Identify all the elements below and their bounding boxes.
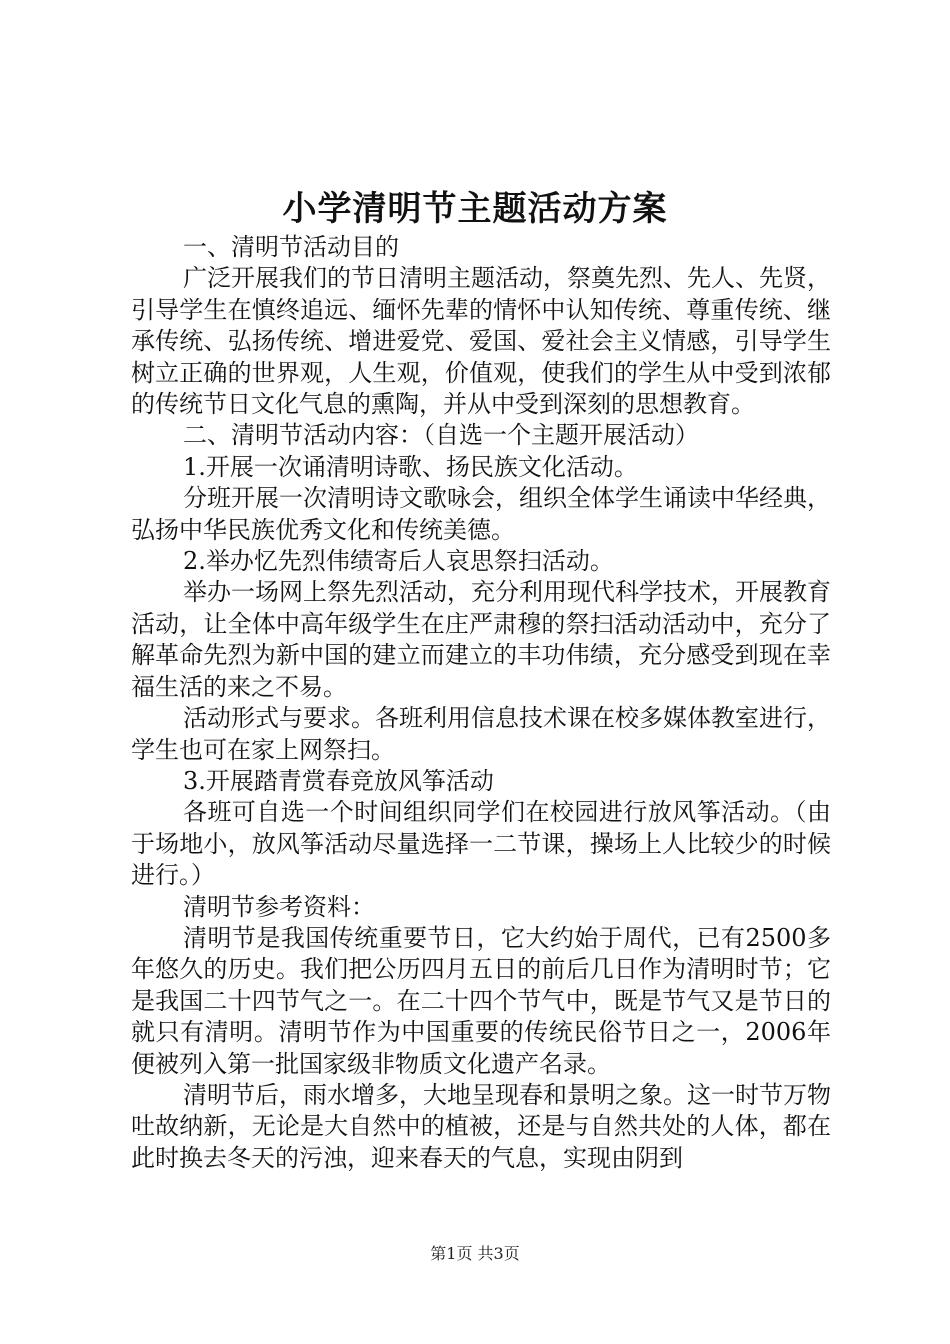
section-heading-purpose: 一、清明节活动目的 [183, 233, 399, 261]
item-heading-kite: 3.开展踏青赏春竞放风筝活动 [183, 766, 494, 795]
paragraph-memorial: 举办一场网上祭先烈活动，充分利用现代科学技术，开展教育活动，让全体中高年级学生在庄严肃穆的祭扫活动活动中，充分了解革命先烈为新中国的建立而建立的丰功伟绩，充分感受到现在幸福生活的来之不易。 [131, 578, 831, 701]
paragraph-reference-season: 清明节后，雨水增多，大地呈现春和景明之象。这一时节万物吐故纳新，无论是大自然中的植被，还是与自然共处的人体，都在此时换去冬天的污浊，迎来春天的气息，实现由阴到 [131, 1080, 831, 1172]
paragraph-memorial-format: 活动形式与要求。各班利用信息技术课在校多媒体教室进行，学生也可在家上网祭扫。 [131, 704, 831, 764]
page-footer: 第1页 共3页 [430, 1244, 520, 1263]
section-heading-content: 二、清明节活动内容：（自选一个主题开展活动） [183, 421, 699, 450]
document-title: 小学清明节主题活动方案 [282, 189, 668, 229]
section-heading-reference: 清明节参考资料： [183, 892, 375, 921]
paragraph-reference-history: 清明节是我国传统重要节日，它大约始于周代，已有2500多年悠久的历史。我们把公历四月五日的前后几日作为清明时节；它是我国二十四节气之一。在二十四个节气中，既是节气又是节日的就只有清明。清明节作为中国重要的传统民俗节日之一，2006年便被列入第一批国家级非物质文化遗产名录。 [131, 923, 831, 1078]
item-heading-memorial: 2.举办忆先烈伟绩寄后人哀思祭扫活动。 [183, 547, 614, 576]
paragraph-kite: 各班可自选一个时间组织同学们在校园进行放风筝活动。（由于场地小，放风筝活动尽量选择一二节课，操场上人比较少的时候进行。） [131, 798, 831, 890]
paragraph-purpose: 广泛开展我们的节日清明主题活动，祭奠先烈、先人、先贤，引导学生在慎终追远、缅怀先辈的情怀中认知传统、尊重传统、继承传统、弘扬传统、增进爱党、爱国、爱社会主义情感，引导学生树立正确的世界观，人生观，价值观，使我们的学生从中受到浓郁的传统节日文化气息的熏陶，并从中受到深刻的思想教育。 [131, 264, 831, 419]
item-heading-poetry: 1.开展一次诵清明诗歌、扬民族文化活动。 [183, 452, 638, 481]
document-body [131, 232, 831, 1174]
paragraph-poetry: 分班开展一次清明诗文歌咏会，组织全体学生诵读中华经典，弘扬中华民族优秀文化和传统美德。 [131, 484, 831, 544]
